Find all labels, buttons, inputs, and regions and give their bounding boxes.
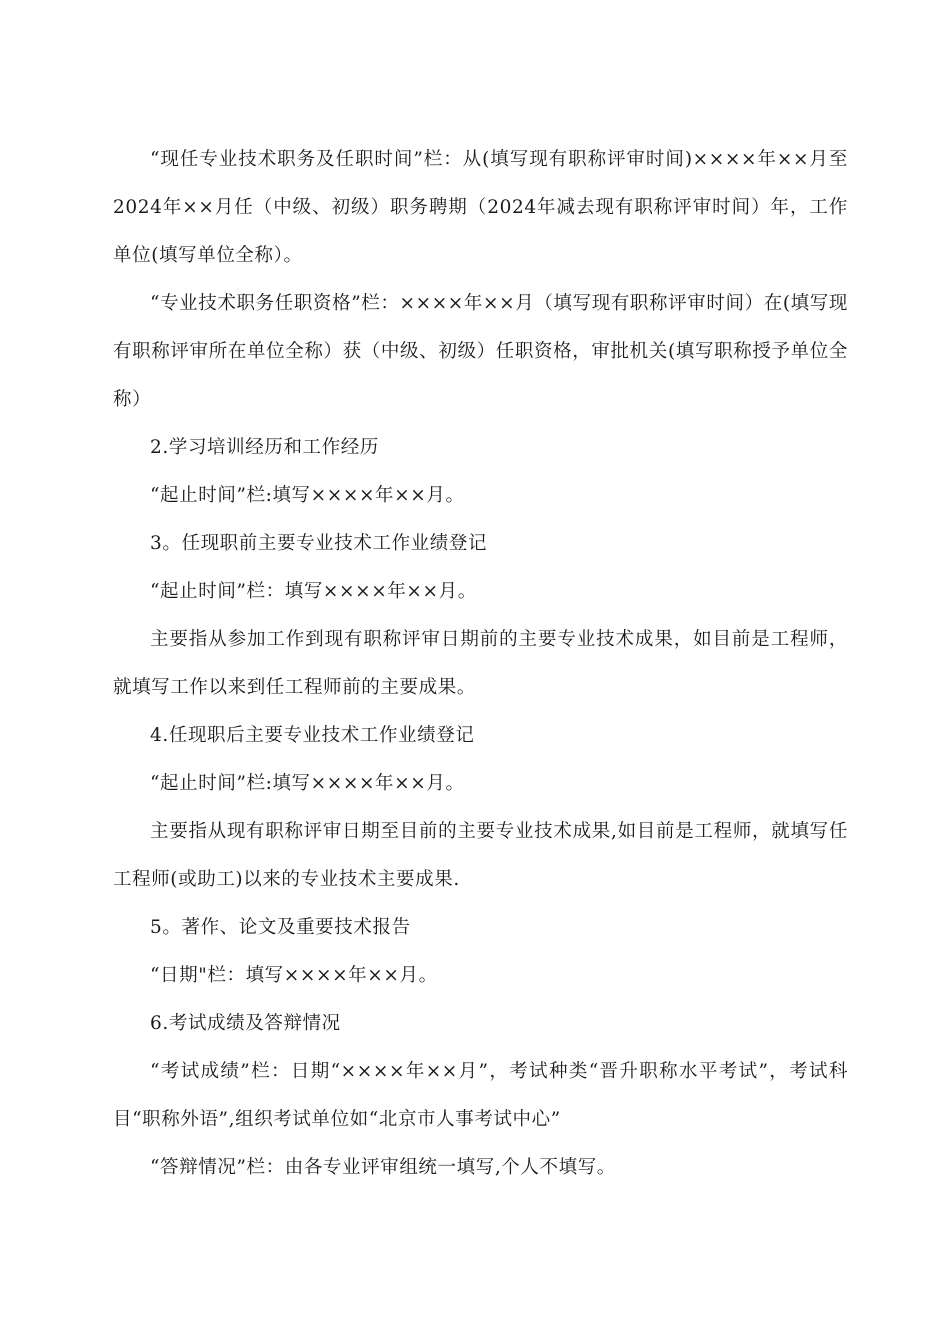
paragraph-qualification: “专业技术职务任职资格”栏：××××年××月（填写现有职称评审时间）在(填写现有职称评审所在单位全称）获（中级、初级）任职资格，审批机关(填写职称授予单位全称） — [113, 293, 848, 410]
section-heading-exam: 6.考试成绩及答辩情况 — [150, 1013, 341, 1034]
paragraph-defense: “答辩情况”栏：由各专业评审组统一填写,个人不填写。 — [150, 1157, 616, 1178]
paragraph-after-time: “起止时间”栏:填写××××年××月。 — [150, 773, 465, 794]
section-heading-after-achievements: 4.任现职后主要专业技术工作业绩登记 — [150, 725, 475, 746]
paragraph-current-position: “现任专业技术职务及任职时间”栏：从(填写现有职称评审时间)××××年××月至2024年××月任（中级、初级）职务聘期（2024年减去现有职称评审时间）年，工作单位(填写单位全称）。 — [113, 149, 848, 266]
paragraph-before-time: “起止时间”栏：填写××××年××月。 — [150, 581, 477, 602]
section-heading-before-achievements: 3。任现职前主要专业技术工作业绩登记 — [150, 533, 488, 554]
document-body — [113, 136, 848, 1192]
paragraph-after-description: 主要指从现有职称评审日期至目前的主要专业技术成果,如目前是工程师，就填写任工程师(或助工)以来的专业技术主要成果. — [113, 821, 848, 890]
section-heading-training: 2.学习培训经历和工作经历 — [150, 437, 379, 458]
paragraph-training-time: “起止时间”栏:填写××××年××月。 — [150, 485, 465, 506]
paragraph-exam-score: “考试成绩”栏：日期“××××年××月”，考试种类“晋升职称水平考试”，考试科目“职称外语”,组织考试单位如“北京市人事考试中心” — [113, 1061, 848, 1130]
section-heading-publications: 5。著作、论文及重要技术报告 — [150, 917, 411, 938]
paragraph-before-description: 主要指从参加工作到现有职称评审日期前的主要专业技术成果，如目前是工程师，就填写工作以来到任工程师前的主要成果。 — [113, 629, 848, 698]
paragraph-publications-date: “日期"栏：填写××××年××月。 — [150, 965, 438, 986]
